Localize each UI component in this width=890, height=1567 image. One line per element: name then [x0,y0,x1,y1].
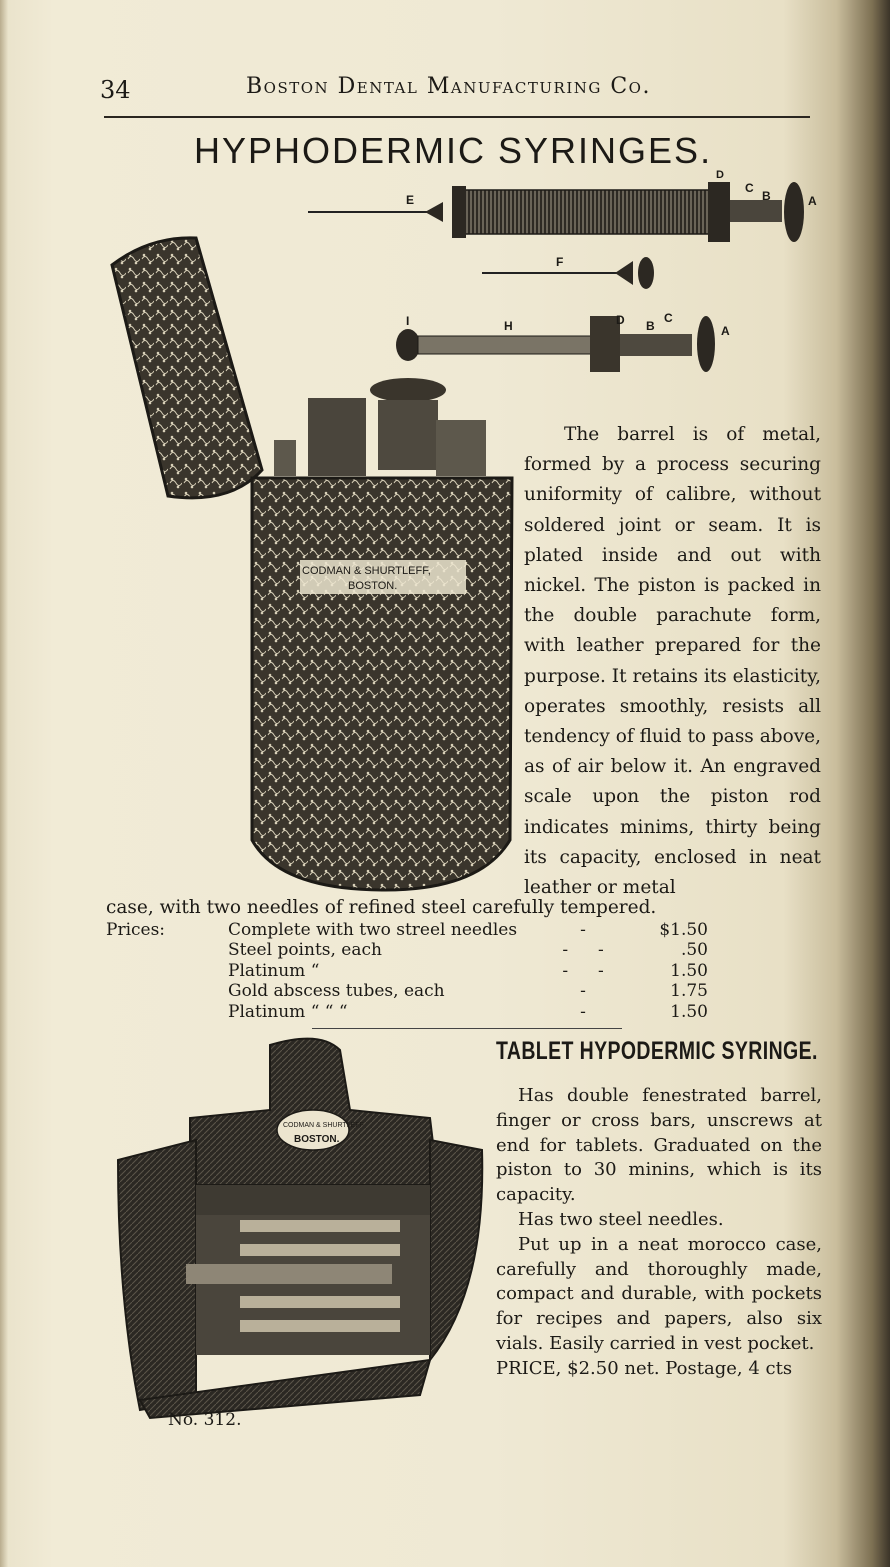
figure-caption: No. 312. [168,1410,242,1430]
syringe-description [524,420,821,903]
price-row: Steel points, each - - .50 [228,940,708,961]
label-b1: B [762,189,771,203]
morocco-label-line2: BOSTON. [294,1134,340,1145]
price-item: Complete with two streel needles [228,920,518,940]
price-list [106,920,708,1022]
price-row: Platinum “ - - 1.50 [228,960,708,981]
label-f: F [556,255,564,269]
price-item: Platinum “ “ “ [228,1001,348,1022]
label-a1: A [808,194,817,208]
label-c2: C [664,311,673,325]
section-divider [312,1028,622,1029]
tablet-p1: Has double fenestrated barrel, finger or cross bars, unscrews at end for tablets. Graduated on the piston to 30 minins, which is its capacity. [496,1085,822,1206]
tablet-syringe-description [496,1084,822,1382]
price-row: Platinum “ “ “ - 1.50 [228,1001,708,1022]
price-row: Gold abscess tubes, each - 1.75 [228,981,708,1002]
needle-f-illustration [482,257,654,289]
case-inscription-line2: BOSTON. [348,580,398,592]
label-d1: D [716,169,724,181]
section-title: HYPHODERMIC SYRINGES. [194,130,713,171]
case-inscription-line1: CODMAN & SHURTLEFF, [302,565,431,577]
price-amount: 1.50 [670,960,708,981]
price-row: Prices: Complete with two streel needles - $1.50 [106,920,708,940]
label-b2: B [646,319,655,333]
description-text: The barrel is of metal, formed by a process securing uniformity of calibre, without soldered joint or seam. It is plated inside and out with nickel. The piston is packed in the double parachute form, with leather prepared for the purpose. It retains its elasticity, operates smoothly, resists all tendency of fluid to pass above, as of air below it. An engraved scale upon the piston rod indicates minims, thirty being its capacity, enclosed in neat leather or metal [524,424,821,899]
label-c1: C [745,181,754,195]
price-amount: 1.75 [670,981,708,1002]
label-a2: A [721,324,730,338]
label-e: E [406,193,415,207]
morocco-label-line1: CODMAN & SHURTLEFF [283,1122,364,1129]
label-d2: D [616,313,625,327]
tablet-syringe-title: TABLET HYPODERMIC SYRINGE. [496,1037,818,1065]
price-amount: .50 [680,940,708,961]
syringe-top-illustration [308,182,804,242]
tablet-price: PRICE, $2.50 net. Postage, 4 cts [496,1357,793,1379]
label-i: I [406,314,410,328]
price-item: Steel points, each [228,940,382,961]
label-h: H [504,319,513,333]
price-item: Platinum “ [228,960,320,981]
description-continued: case, with two needles of refined steel carefully tempered. [106,897,657,918]
page-number: 34 [100,76,131,104]
price-item: Gold abscess tubes, each [228,981,445,1002]
prices-label: Prices: [106,920,166,940]
price-amount: $1.50 [659,920,708,940]
morocco-case-illustration [118,1039,482,1418]
tablet-p3: Put up in a neat morocco case, carefully and thoroughly made, compact and durable, with pockets for recipes and papers, also six vials. Easily carried in vest pocket. [496,1233,822,1354]
tablet-p2: Has two steel needles. [518,1208,724,1230]
price-amount: 1.50 [670,1001,708,1022]
running-head: Boston Dental Manufacturing Co. [246,74,651,99]
